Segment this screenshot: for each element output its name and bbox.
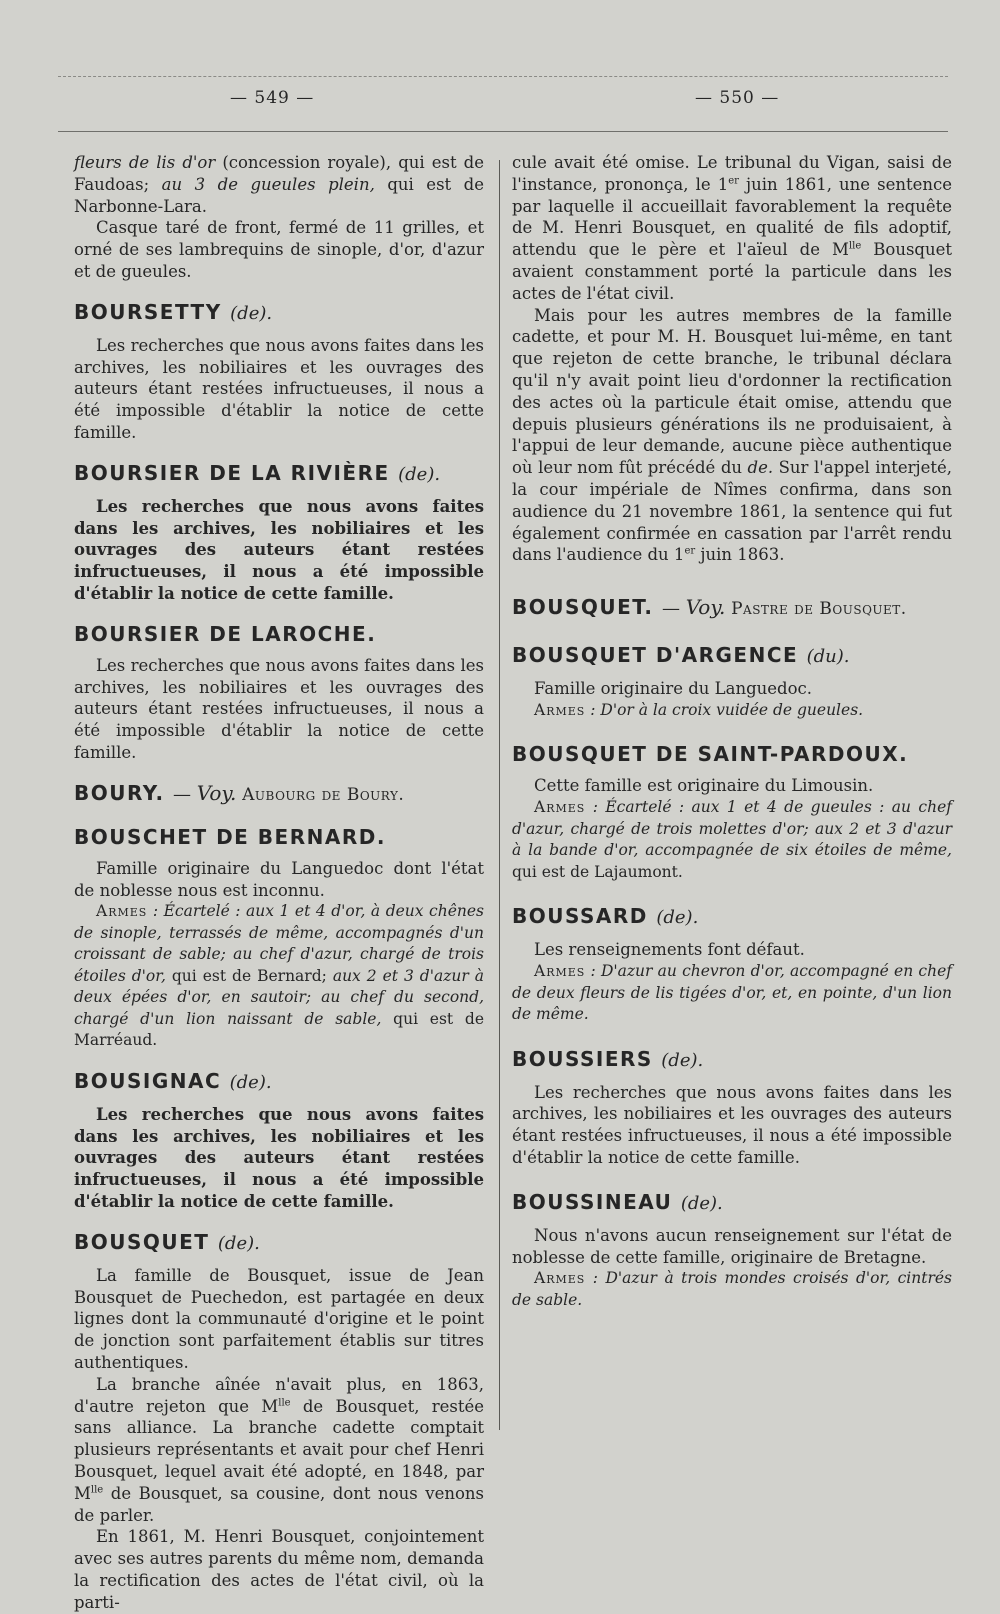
- entry-heading-bousquet-voy: [512, 594, 952, 622]
- armes-label: Armes: [534, 700, 586, 719]
- bousquet-continuation-2: [512, 305, 952, 567]
- armes-text: : D'azur à trois mondes croisés d'or, cintrés de sable.: [512, 1269, 952, 1309]
- armes-text: qui est de Bernard;: [165, 966, 333, 985]
- entry-heading-boursier-riviere: [74, 460, 484, 488]
- entry-title: BOURSETTY: [74, 299, 222, 324]
- armes-label: Armes: [96, 902, 148, 921]
- cross-reference: Aubourg de Boury.: [242, 784, 405, 805]
- voy-reference: Voy.: [685, 595, 726, 620]
- superscript: lle: [848, 240, 862, 252]
- entry-particle: (de).: [680, 1192, 723, 1214]
- entry-body-saint-pardoux: Cette famille est originaire du Limousin.: [534, 776, 874, 796]
- entry-title: BOUSIGNAC: [74, 1068, 222, 1093]
- column-divider: [499, 160, 500, 1430]
- entry-title: BOUSQUET DE SAINT-PARDOUX.: [512, 742, 909, 767]
- entry-heading-bousquet: [74, 1229, 484, 1257]
- continuation-italic-2: au 3 de gueules plein,: [161, 174, 375, 194]
- right-column: [512, 152, 952, 1311]
- entry-particle: (du).: [806, 646, 850, 668]
- entry-body-boussard: Les renseignements font défaut.: [534, 940, 805, 960]
- paragraph-text: Sur l'appel interjeté, la cour impériale de Nîmes confirma, dans son audience du 21 novembre 1861, la sentence qui fut également confirmée en cassation par l'arrêt rendu dans l'audience du 1: [512, 458, 952, 565]
- entry-particle: (de).: [229, 1071, 272, 1093]
- entry-particle: (de).: [230, 302, 273, 324]
- bousquet-continuation-1: [512, 152, 952, 305]
- entry-particle: (de).: [217, 1232, 260, 1254]
- entry-dash: —: [173, 783, 192, 805]
- armes-label: Armes: [534, 798, 586, 817]
- entry-heading-boussiers: [512, 1046, 952, 1074]
- cross-reference: Pastre de Bousquet.: [731, 599, 907, 620]
- entry-title: BOUSQUET.: [512, 595, 654, 620]
- entry-heading-boussard: [512, 903, 952, 931]
- armes-text: : Écartelé : aux 1 et 4 de gueules : au chef d'azur, chargé de trois molettes d'or; aux 2 et 3 d'azur à la bande d'or, accompagnée de six étoiles de même,: [512, 798, 952, 860]
- entry-title: BOURSIER DE LA RIVIÈRE: [74, 460, 390, 485]
- paragraph-text: de Bousquet, sa cousine, dont nous venons de parler.: [74, 1483, 484, 1525]
- armes-label: Armes: [534, 1269, 586, 1288]
- entry-particle: (de).: [661, 1049, 704, 1071]
- continuation-text-1: (concession royale), qui est de Faudoas;: [74, 153, 484, 194]
- entry-body-boursier-riviere: Les recherches que nous avons faites dans les archives, les nobiliaires et les ouvrages des auteurs étant restées infructueuses, il nous a été impossible d'établir la notice de cette famille.: [74, 496, 484, 603]
- superscript: er: [684, 545, 696, 557]
- entry-particle: (de).: [656, 907, 699, 929]
- entry-body-bousignac: Les recherches que nous avons faites dans les archives, les nobiliaires et les ouvrages des auteurs étant restées infructueuses, il nous a été impossible d'établir la notice de cette famille.: [74, 1104, 484, 1212]
- right-page-number: — 550 —: [695, 88, 780, 108]
- paragraph-text: juin 1861, une sentence par laquelle il accueillait favorablement la requête de M. Henri Bousquet, en qualité de fils adoptif, attendu que le père et l'aïeul de M: [512, 174, 952, 260]
- bousquet-paragraph-1: La famille de Bousquet, issue de Jean Bousquet de Puechedon, est partagée en deux lignes dont la communauté d'origine et le point de jonction sont parfaitement établis sur titres authentiques.: [74, 1265, 484, 1372]
- armes-text: : Écartelé : aux 1 et 4 d'or, à deux chênes de sinople, terrassés de même, accompagnés d'un croissant de sable; au chef d'azur, chargé de trois étoiles d'or,: [74, 902, 484, 985]
- entry-heading-boussineau: [512, 1189, 952, 1217]
- armes-label: Armes: [534, 962, 586, 981]
- entry-body-boussiers: Les recherches que nous avons faites dans les archives, les nobiliaires et les ouvrages des auteurs étant restées infructueuses, il nous a été impossible d'établir la notice de cette famille.: [512, 1082, 952, 1167]
- armes-text: qui est de Marréaud.: [74, 1009, 484, 1050]
- entry-heading-boursetty: [74, 299, 484, 327]
- continuation-paragraph: [74, 152, 484, 217]
- armes-argence: [512, 700, 952, 722]
- left-column: [74, 152, 484, 1614]
- entry-title: BOURSIER DE LAROCHE.: [74, 621, 377, 646]
- armes-text: : D'azur au chevron d'or, accompagné en chef de deux fleurs de lis tigées d'or, et, en pointe, d'un lion de même.: [512, 962, 952, 1024]
- entry-body-boursetty: Les recherches que nous avons faites dans les archives, les nobiliaires et les ouvrages des auteurs étant restées infructueuses, il nous a été impossible d'établir la notice de cette famille.: [74, 335, 484, 442]
- entry-body-argence: Famille originaire du Languedoc.: [534, 679, 813, 699]
- continuation-text-2: qui est de Narbonne-Lara.: [74, 174, 484, 216]
- entry-title: BOUSCHET DE BERNARD.: [74, 824, 386, 849]
- entry-title: BOUSQUET D'ARGENCE: [512, 643, 799, 668]
- header-rule: [58, 131, 948, 132]
- armes-boussineau: [512, 1268, 952, 1311]
- entry-title: BOUSSIERS: [512, 1046, 653, 1071]
- armes-boussard: [512, 961, 952, 1026]
- entry-particle: (de).: [398, 463, 441, 485]
- armes-text: qui est de Lajaumont.: [512, 862, 683, 881]
- entry-heading-saint-pardoux: [512, 741, 952, 767]
- entry-heading-boursier-laroche: [74, 621, 484, 647]
- entry-body-bouschet: Famille originaire du Languedoc dont l'état de noblesse nous est inconnu.: [74, 858, 484, 900]
- entry-heading-argence: [512, 642, 952, 670]
- superscript: er: [728, 175, 739, 187]
- armes-saint-pardoux: [512, 797, 952, 883]
- bousquet-paragraph-2: [74, 1374, 484, 1527]
- top-border-rule: [58, 76, 948, 77]
- paragraph-text: Bousquet avaient constamment porté la particule dans les actes de l'état civil.: [512, 240, 952, 303]
- armes-text: : D'or à la croix vuidée de gueules.: [585, 700, 864, 719]
- entry-dash: —: [661, 598, 680, 620]
- superscript: lle: [90, 1484, 104, 1496]
- armes-bouschet: [74, 901, 484, 1052]
- armes-text: aux 2 et 3 d'azur à deux épées d'or, en sautoir; au chef du second, chargé d'un lion naissant de sable,: [74, 966, 484, 1028]
- voy-reference: Voy.: [196, 780, 237, 805]
- entry-body-boussineau: Nous n'avons aucun renseignement sur l'état de noblesse de cette famille, originaire de Bretagne.: [512, 1225, 952, 1267]
- superscript: lle: [278, 1397, 291, 1409]
- paragraph-text: Mais pour les autres membres de la famille cadette, et pour M. H. Bousquet lui-même, en tant que rejeton de cette branche, le tribunal déclara qu'il n'y avait point lieu d'ordonner la rectification des actes où la particule était omise, attendu que depuis plusieurs générations ils ne produisaient, à l'appui de leur demande, aucune pièce authentique où leur nom fût précédé du: [512, 305, 952, 478]
- italic-particle: de.: [747, 458, 774, 478]
- paragraph-text: cule avait été omise. Le tribunal du Vigan, saisi de l'instance, prononça, le 1: [512, 153, 952, 194]
- paragraph-text: juin 1863.: [695, 545, 785, 565]
- entry-title: BOUSSINEAU: [512, 1189, 673, 1214]
- paragraph-text: La branche aînée n'avait plus, en 1863, d'autre rejeton que M: [74, 1374, 484, 1416]
- entry-title: BOUSQUET: [74, 1229, 210, 1254]
- entry-title: BOURY.: [74, 780, 165, 805]
- entry-heading-bouschet: [74, 824, 484, 850]
- left-page-number: — 549 —: [230, 88, 315, 108]
- entry-heading-bousignac: [74, 1068, 484, 1096]
- bousquet-paragraph-3: En 1861, M. Henri Bousquet, conjointement avec ses autres parents du même nom, demanda la rectification des actes de l'état civil, où la parti-: [74, 1527, 484, 1612]
- entry-body-boursier-laroche: Les recherches que nous avons faites dans les archives, les nobiliaires et les ouvrages des auteurs étant restées infructueuses, il nous a été impossible d'établir la notice de cette famille.: [74, 655, 484, 762]
- continuation-italic-1: fleurs de lis d'or: [74, 153, 216, 172]
- paragraph-text: de Bousquet, restée sans alliance. La branche cadette comptait plusieurs représentants et avait pour chef Henri Bousquet, lequel avait été adopté, en 1848, par M: [74, 1396, 484, 1503]
- entry-heading-boury: [74, 780, 484, 808]
- entry-title: BOUSSARD: [512, 904, 648, 929]
- casque-paragraph: Casque taré de front, fermé de 11 grilles, et orné de ses lambrequins de sinople, d'or, d'azur et de gueules.: [74, 218, 484, 281]
